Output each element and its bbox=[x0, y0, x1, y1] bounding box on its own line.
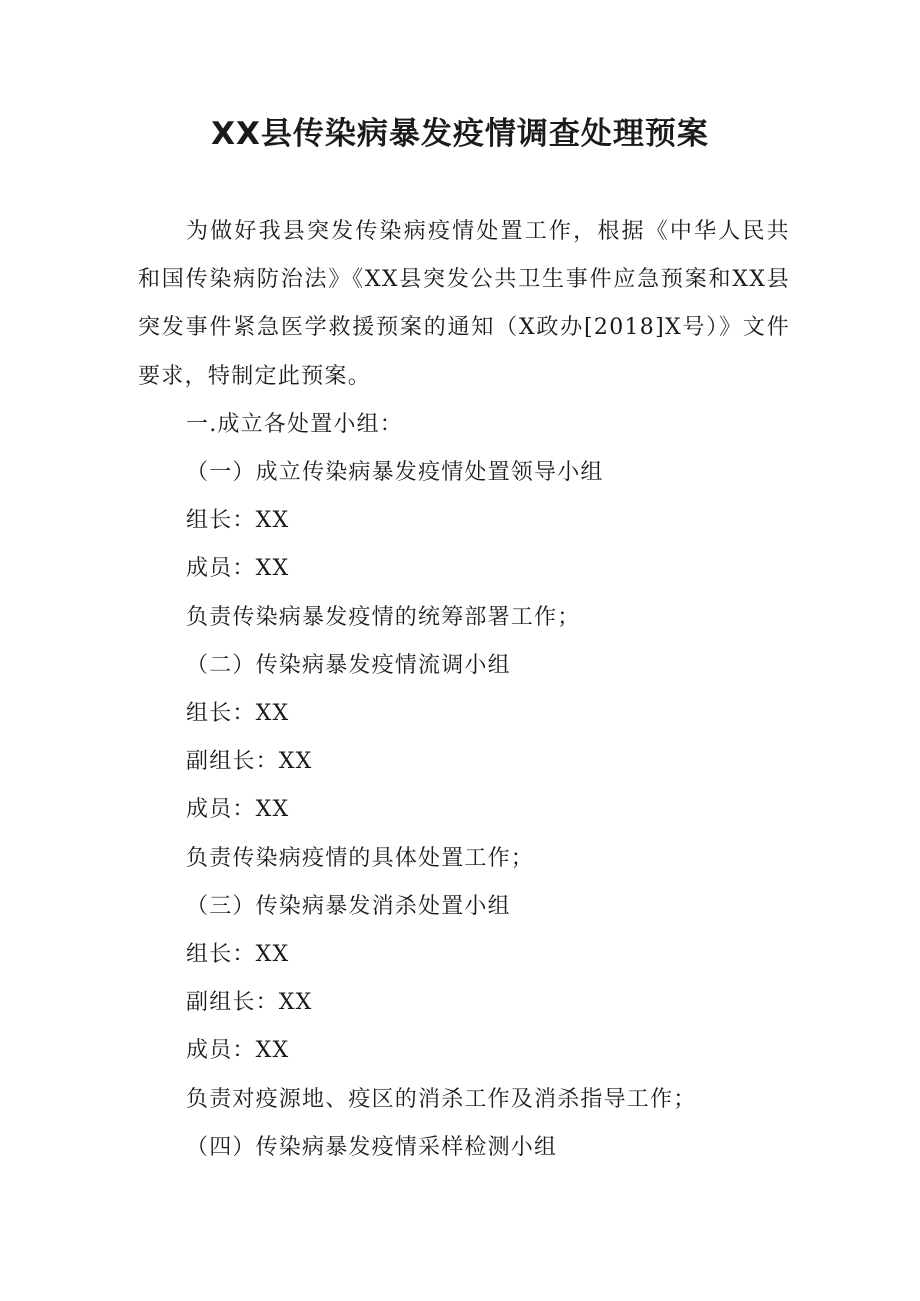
intro-paragraph: 为做好我县突发传染病疫情处置工作，根据《中华人民共和国传染病防治法》《XX县突发公共卫生事件应急预案和XX县突发事件紧急医学救援预案的通知（X政办[2018]X号）》文件要求，特制定此预案。 bbox=[138, 219, 790, 389]
group-line: 负责传染病暴发疫情的统筹部署工作； bbox=[186, 604, 581, 630]
document-body bbox=[138, 208, 790, 1172]
group-line: 组长：XX bbox=[186, 701, 290, 727]
group-line: 负责传染病疫情的具体处置工作； bbox=[186, 845, 535, 871]
group-heading: （二）传染病暴发疫情流调小组 bbox=[186, 652, 511, 678]
group-line: 成员：XX bbox=[186, 797, 290, 823]
group-heading: （一）成立传染病暴发疫情处置领导小组 bbox=[186, 460, 604, 486]
group-line: 组长：XX bbox=[186, 508, 290, 534]
section-heading: 一.成立各处置小组： bbox=[186, 411, 403, 437]
group-line: 副组长：XX bbox=[186, 990, 313, 1016]
group-heading: （三）传染病暴发消杀处置小组 bbox=[186, 893, 511, 919]
group-line: 负责对疫源地、疫区的消杀工作及消杀指导工作； bbox=[186, 1086, 697, 1112]
group-line: 成员：XX bbox=[186, 1038, 290, 1064]
document-title: XX县传染病暴发疫情调查处理预案 bbox=[211, 116, 709, 152]
group-heading: （四）传染病暴发疫情采样检测小组 bbox=[186, 1134, 558, 1160]
group-line: 成员：XX bbox=[186, 556, 290, 582]
group-line: 副组长：XX bbox=[186, 749, 313, 775]
group-line: 组长：XX bbox=[186, 942, 290, 968]
